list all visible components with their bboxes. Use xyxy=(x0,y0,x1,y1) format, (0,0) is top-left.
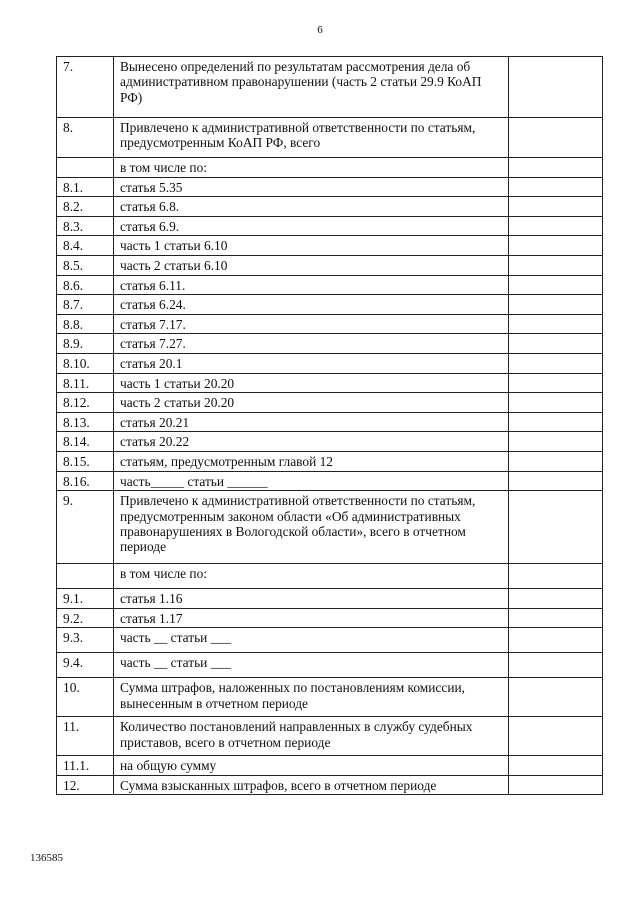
row-value-cell[interactable] xyxy=(509,412,603,432)
row-text: Сумма взысканных штрафов, всего в отчетном периоде xyxy=(114,775,509,795)
row-value-cell[interactable] xyxy=(509,314,603,334)
table-row xyxy=(57,197,603,217)
table-row xyxy=(57,756,603,776)
row-text: часть 2 статьи 20.20 xyxy=(114,393,509,413)
table-row xyxy=(57,295,603,315)
row-text: часть __ статьи ___ xyxy=(114,628,509,653)
row-number: 9. xyxy=(57,491,114,564)
row-text: статья 6.9. xyxy=(114,216,509,236)
row-number: 11. xyxy=(57,717,114,756)
row-value-cell[interactable] xyxy=(509,177,603,197)
row-value-cell[interactable] xyxy=(509,775,603,795)
table-row xyxy=(57,717,603,756)
row-text: статья 1.17 xyxy=(114,608,509,628)
row-value-cell[interactable] xyxy=(509,295,603,315)
row-number: 9.4. xyxy=(57,653,114,678)
table-row xyxy=(57,628,603,653)
row-value-cell[interactable] xyxy=(509,158,603,178)
row-text: статья 1.16 xyxy=(114,589,509,609)
report-table xyxy=(56,56,603,795)
row-text: в том числе по: xyxy=(114,564,509,589)
row-value-cell[interactable] xyxy=(509,628,603,653)
row-value-cell[interactable] xyxy=(509,589,603,609)
row-number: 8.10. xyxy=(57,353,114,373)
row-number: 8.11. xyxy=(57,373,114,393)
row-value-cell[interactable] xyxy=(509,432,603,452)
row-number: 8.16. xyxy=(57,471,114,491)
row-number: 8.3. xyxy=(57,216,114,236)
row-text: Привлечено к административной ответственности по статьям, предусмотренным законом области «Об административных правонарушениях в Вологодской области», всего в отчетном периоде xyxy=(114,491,509,564)
document-code: 136585 xyxy=(30,852,63,864)
table-row xyxy=(57,373,603,393)
table-row xyxy=(57,118,603,158)
row-number: 7. xyxy=(57,57,114,118)
row-value-cell[interactable] xyxy=(509,717,603,756)
table-row xyxy=(57,432,603,452)
table-row xyxy=(57,275,603,295)
table-row xyxy=(57,775,603,795)
row-number xyxy=(57,564,114,589)
row-value-cell[interactable] xyxy=(509,756,603,776)
row-number: 8.4. xyxy=(57,236,114,256)
row-number: 8.5. xyxy=(57,255,114,275)
row-text: статьям, предусмотренным главой 12 xyxy=(114,451,509,471)
row-value-cell[interactable] xyxy=(509,608,603,628)
row-text: Вынесено определений по результатам рассмотрения дела об административном правонарушении (часть 2 статьи 29.9 КоАП РФ) xyxy=(114,57,509,118)
row-text: часть 2 статьи 6.10 xyxy=(114,255,509,275)
table-row xyxy=(57,216,603,236)
row-value-cell[interactable] xyxy=(509,275,603,295)
row-value-cell[interactable] xyxy=(509,118,603,158)
row-number: 8.9. xyxy=(57,334,114,354)
row-text: статья 7.17. xyxy=(114,314,509,334)
row-text: статья 20.21 xyxy=(114,412,509,432)
table-row xyxy=(57,608,603,628)
row-text: в том числе по: xyxy=(114,158,509,178)
row-text: статья 6.8. xyxy=(114,197,509,217)
table-row xyxy=(57,177,603,197)
row-value-cell[interactable] xyxy=(509,216,603,236)
row-value-cell[interactable] xyxy=(509,236,603,256)
row-number: 8.14. xyxy=(57,432,114,452)
row-text: статья 5.35 xyxy=(114,177,509,197)
row-number: 9.2. xyxy=(57,608,114,628)
row-number: 8.8. xyxy=(57,314,114,334)
row-text: статья 6.24. xyxy=(114,295,509,315)
row-value-cell[interactable] xyxy=(509,471,603,491)
row-text: Количество постановлений направленных в службу судебных приставов, всего в отчетном периоде xyxy=(114,717,509,756)
table-row xyxy=(57,255,603,275)
page-number: 6 xyxy=(317,24,323,36)
table-row xyxy=(57,678,603,717)
row-text: часть 1 статьи 20.20 xyxy=(114,373,509,393)
row-number: 8.1. xyxy=(57,177,114,197)
row-text: статья 20.1 xyxy=(114,353,509,373)
table-row xyxy=(57,412,603,432)
table-row xyxy=(57,158,603,178)
row-number: 8.15. xyxy=(57,451,114,471)
row-number: 9.3. xyxy=(57,628,114,653)
row-number: 8.7. xyxy=(57,295,114,315)
row-value-cell[interactable] xyxy=(509,334,603,354)
row-value-cell[interactable] xyxy=(509,353,603,373)
row-value-cell[interactable] xyxy=(509,564,603,589)
table-row xyxy=(57,451,603,471)
table-row xyxy=(57,589,603,609)
row-text: часть 1 статьи 6.10 xyxy=(114,236,509,256)
row-value-cell[interactable] xyxy=(509,255,603,275)
row-value-cell[interactable] xyxy=(509,451,603,471)
row-text: статья 7.27. xyxy=(114,334,509,354)
row-text: статья 6.11. xyxy=(114,275,509,295)
row-number: 8.2. xyxy=(57,197,114,217)
table-row xyxy=(57,314,603,334)
row-value-cell[interactable] xyxy=(509,491,603,564)
row-number xyxy=(57,158,114,178)
row-number: 11.1. xyxy=(57,756,114,776)
row-number: 12. xyxy=(57,775,114,795)
table-row xyxy=(57,236,603,256)
row-value-cell[interactable] xyxy=(509,197,603,217)
row-number: 8.12. xyxy=(57,393,114,413)
row-text: часть_____ статьи ______ xyxy=(114,471,509,491)
row-number: 10. xyxy=(57,678,114,717)
row-value-cell[interactable] xyxy=(509,373,603,393)
row-value-cell[interactable] xyxy=(509,57,603,118)
row-text: часть __ статьи ___ xyxy=(114,653,509,678)
row-value-cell[interactable] xyxy=(509,393,603,413)
table-row xyxy=(57,393,603,413)
row-text: на общую сумму xyxy=(114,756,509,776)
row-text: Привлечено к административной ответственности по статьям, предусмотренным КоАП РФ, всего xyxy=(114,118,509,158)
table-row xyxy=(57,353,603,373)
row-number: 8. xyxy=(57,118,114,158)
row-number: 8.6. xyxy=(57,275,114,295)
row-text: статья 20.22 xyxy=(114,432,509,452)
row-number: 9.1. xyxy=(57,589,114,609)
row-value-cell[interactable] xyxy=(509,653,603,678)
table-row xyxy=(57,564,603,589)
row-text: Сумма штрафов, наложенных по постановлениям комиссии, вынесенным в отчетном периоде xyxy=(114,678,509,717)
row-value-cell[interactable] xyxy=(509,678,603,717)
table-row xyxy=(57,491,603,564)
table-row xyxy=(57,57,603,118)
row-number: 8.13. xyxy=(57,412,114,432)
table-row xyxy=(57,334,603,354)
table-row xyxy=(57,653,603,678)
table-row xyxy=(57,471,603,491)
